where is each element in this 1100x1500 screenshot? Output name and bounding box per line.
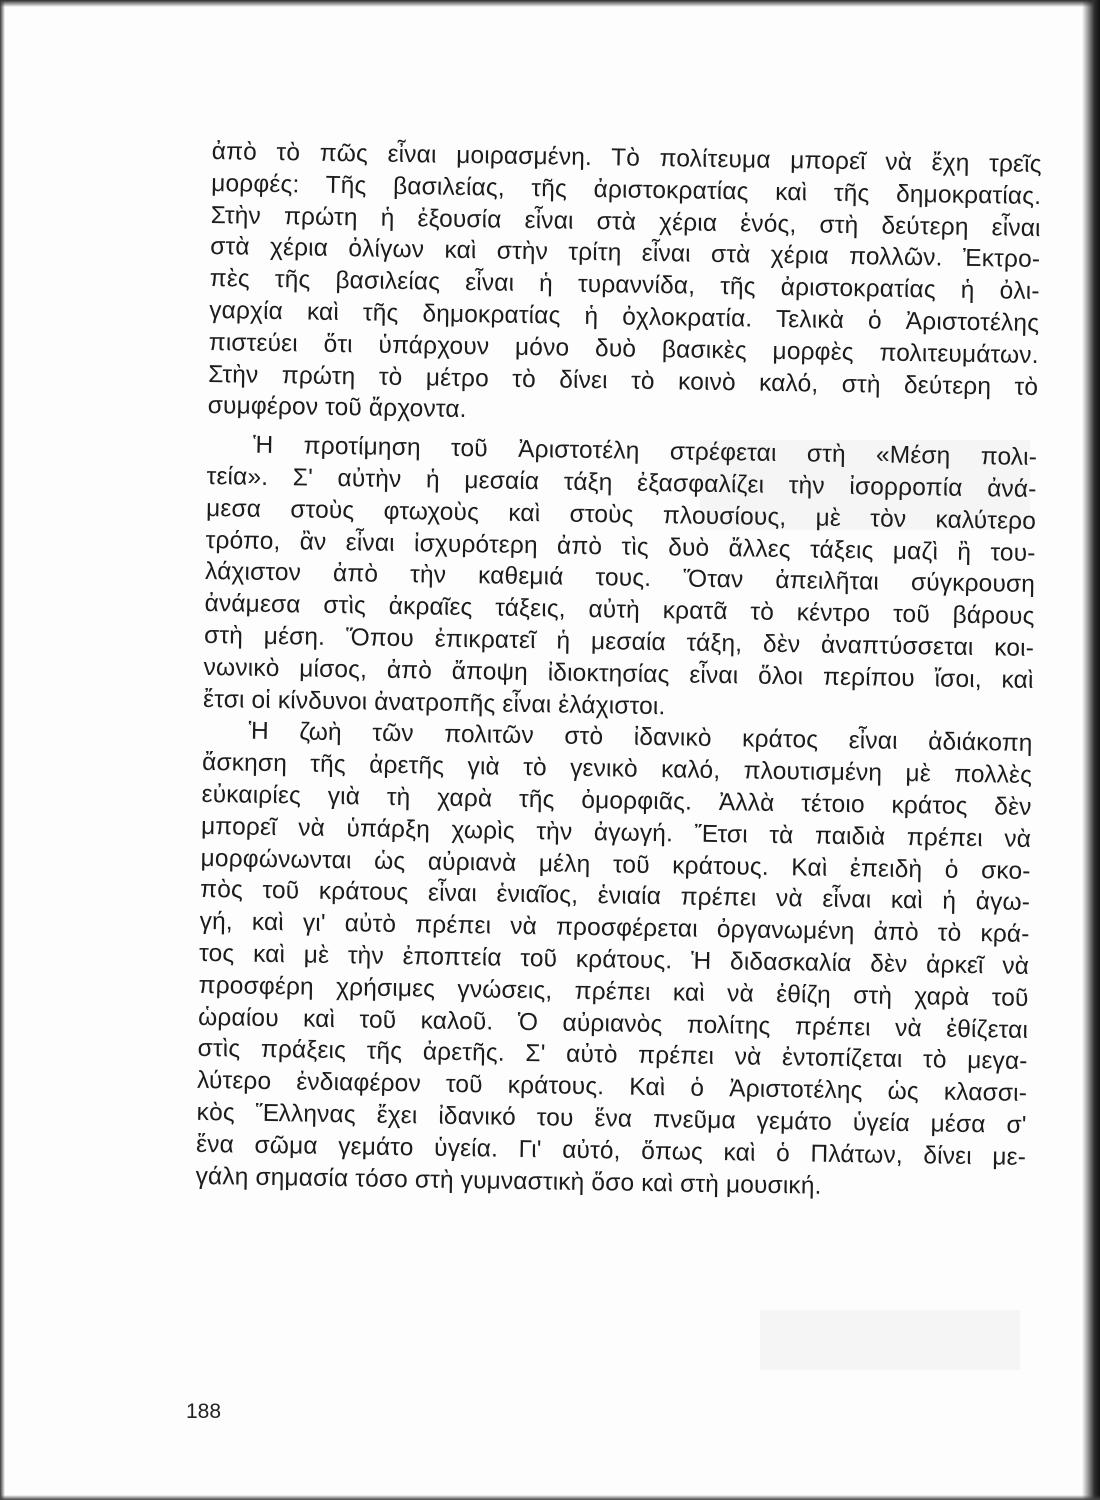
body-text bbox=[195, 136, 1041, 1205]
text-line: ἀνάμεσα στὶς ἀκραῖες τάξεις, αὐτὴ κρατᾶ τὸ κέντρο τοῦ βάρους bbox=[204, 590, 1035, 631]
text-line: στὶς πράξεις τῆς ἀρετῆς. Σ' αὐτὸ πρέπει νὰ ἐντοπίζεται τὸ μεγα- bbox=[197, 1035, 1028, 1076]
text-line: Ἡ προτίμηση τοῦ Ἀριστοτέλη στρέφεται στὴ «Μέση πολι- bbox=[252, 431, 1038, 472]
text-line: ὡραίου καὶ τοῦ καλοῦ. Ὁ αὐριανὸς πολίτης πρέπει νὰ ἐθίζεται bbox=[197, 1003, 1029, 1044]
page-number: 188 bbox=[186, 1400, 222, 1423]
text-line: εὐκαιρίες γιὰ τὴ χαρὰ τῆς ὀμορφιᾶς. Ἀλλὰ τέτοιο κράτος δὲν bbox=[201, 780, 1032, 821]
paragraph-2 bbox=[203, 429, 1037, 728]
scan-edge-bottom bbox=[0, 1495, 1100, 1500]
text-line: Ἡ ζωὴ τῶν πολιτῶν στὸ ἰδανικὸ κράτος εἶναι ἀδιάκοπη bbox=[248, 717, 1033, 758]
scan-edge-top bbox=[0, 0, 1100, 7]
paragraph-3 bbox=[195, 715, 1032, 1205]
text-line: κὸς Ἕλληνας ἔχει ἰδανικό του ἕνα πνεῦμα γεμάτο ὑγεία μέσα σ' bbox=[196, 1098, 1027, 1139]
text-line: πιστεύει ὅτι ὑπάρχουν μόνο δυὸ βασικὲς μορφὲς πολιτευμάτων. bbox=[208, 328, 1039, 369]
text-line: πὲς τῆς βασιλείας εἶναι ἡ τυραννίδα, τῆς ἀριστοκρατίας ἡ ὀλι- bbox=[209, 265, 1040, 306]
text-line: ἄσκηση τῆς ἀρετῆς γιὰ τὸ γενικὸ καλό, πλουτισμένη μὲ πολλὲς bbox=[201, 749, 1033, 790]
text-line: στὴ μέση. Ὅπου ἐπικρατεῖ ἡ μεσαία τάξη, δὲν ἀναπτύσσεται κοι- bbox=[203, 621, 1035, 662]
text-line: μορφές: Τῆς βασιλείας, τῆς ἀριστοκρατίας καὶ τῆς δημοκρατίας. bbox=[211, 169, 1042, 210]
text-line: μορφώνωνται ὡς αὐριανὰ μέλη τοῦ κράτους. Καὶ ἐπειδὴ ὁ σκο- bbox=[200, 844, 1031, 885]
text-line: συμφέρον τοῦ ἄρχοντα. bbox=[207, 392, 467, 424]
text-line: πὸς τοῦ κράτους εἶναι ἑνιαῖος, ἑνιαία πρέπει νὰ εἶναι καὶ ἡ ἀγω- bbox=[199, 876, 1031, 917]
text-line: Στὴν πρώτη τὸ μέτρο τὸ δίνει τὸ κοινὸ καλό, στὴ δεύτερη τὸ bbox=[208, 360, 1039, 401]
text-line: λάχιστον ἀπὸ τὴν καθεμιά τους. Ὅταν ἀπειλῆται σύγκρουση bbox=[204, 558, 1036, 599]
text-line: ἔτσι οἱ κίνδυνοι ἀνατροπῆς εἶναι ἐλάχιστοι. bbox=[202, 685, 666, 720]
scan-edge-left bbox=[0, 0, 5, 1500]
text-line: μεσα στοὺς φτωχοὺς καὶ στοὺς πλουσίους, μὲ τὸν καλύτερο bbox=[205, 494, 1037, 535]
bleed-through-shadow bbox=[760, 1310, 1020, 1370]
text-line: μπορεῖ νὰ ὑπάρξη χωρὶς τὴν ἀγωγή. Ἔτσι τὰ παιδιὰ πρέπει νὰ bbox=[200, 812, 1032, 853]
text-line: Στὴν πρώτη ἡ ἐξουσία εἶναι στὰ χέρια ἑνός, στὴ δεύτερη εἶναι bbox=[210, 201, 1041, 242]
paragraph-1 bbox=[208, 136, 1042, 435]
text-line: γάλη σημασία τόσο στὴ γυμναστικὴ ὅσο καὶ στὴ μουσική. bbox=[195, 1162, 822, 1200]
text-line: νωνικὸ μίσος, ἀπὸ ἄποψη ἰδιοκτησίας εἶναι ὅλοι περίπου ἴσοι, καὶ bbox=[203, 653, 1034, 694]
text-line: γή, καὶ γι' αὐτὸ πρέπει νὰ προσφέρεται ὀργανωμένη ἀπὸ τὸ κρά- bbox=[199, 908, 1030, 949]
text-line: τεία». Σ' αὐτὴν ἡ μεσαία τάξη ἐξασφαλίζει τὴν ἰσορροπία ἀνά- bbox=[206, 462, 1037, 503]
scan-edge-right bbox=[1082, 0, 1100, 1500]
text-line: ἀπὸ τὸ πῶς εἶναι μοιρασμένη. Τὸ πολίτευμα μπορεῖ νὰ ἔχη τρεῖς bbox=[211, 137, 1042, 179]
text-line: τρόπο, ἂν εἶναι ἰσχυρότερη ἀπὸ τὶς δυὸ ἄλλες τάξεις μαζὶ ἢ του- bbox=[205, 526, 1036, 567]
text-line: ἕνα σῶμα γεμάτο ὑγεία. Γι' αὐτό, ὅπως καὶ ὁ Πλάτων, δίνει με- bbox=[195, 1130, 1027, 1171]
text-line: στὰ χέρια ὀλίγων καὶ στὴν τρίτη εἶναι στὰ χέρια πολλῶν. Ἐκτρο- bbox=[210, 233, 1041, 274]
text-line: τος καὶ μὲ τὴν ἐποπτεία τοῦ κράτους. Ἡ διδασκαλία δὲν ἀρκεῖ νὰ bbox=[198, 939, 1030, 980]
text-line: προσφέρη χρήσιμες γνώσεις, πρέπει καὶ νὰ ἐθίζη στὴ χαρὰ τοῦ bbox=[198, 971, 1029, 1012]
text-line: γαρχία καὶ τῆς δημοκρατίας ἡ ὀχλοκρατία. Τελικὰ ὁ Ἀριστοτέλης bbox=[209, 296, 1040, 337]
text-line: λύτερο ἐνδιαφέρον τοῦ κράτους. Καὶ ὁ Ἀριστοτέλης ὡς κλασσι- bbox=[196, 1066, 1028, 1108]
